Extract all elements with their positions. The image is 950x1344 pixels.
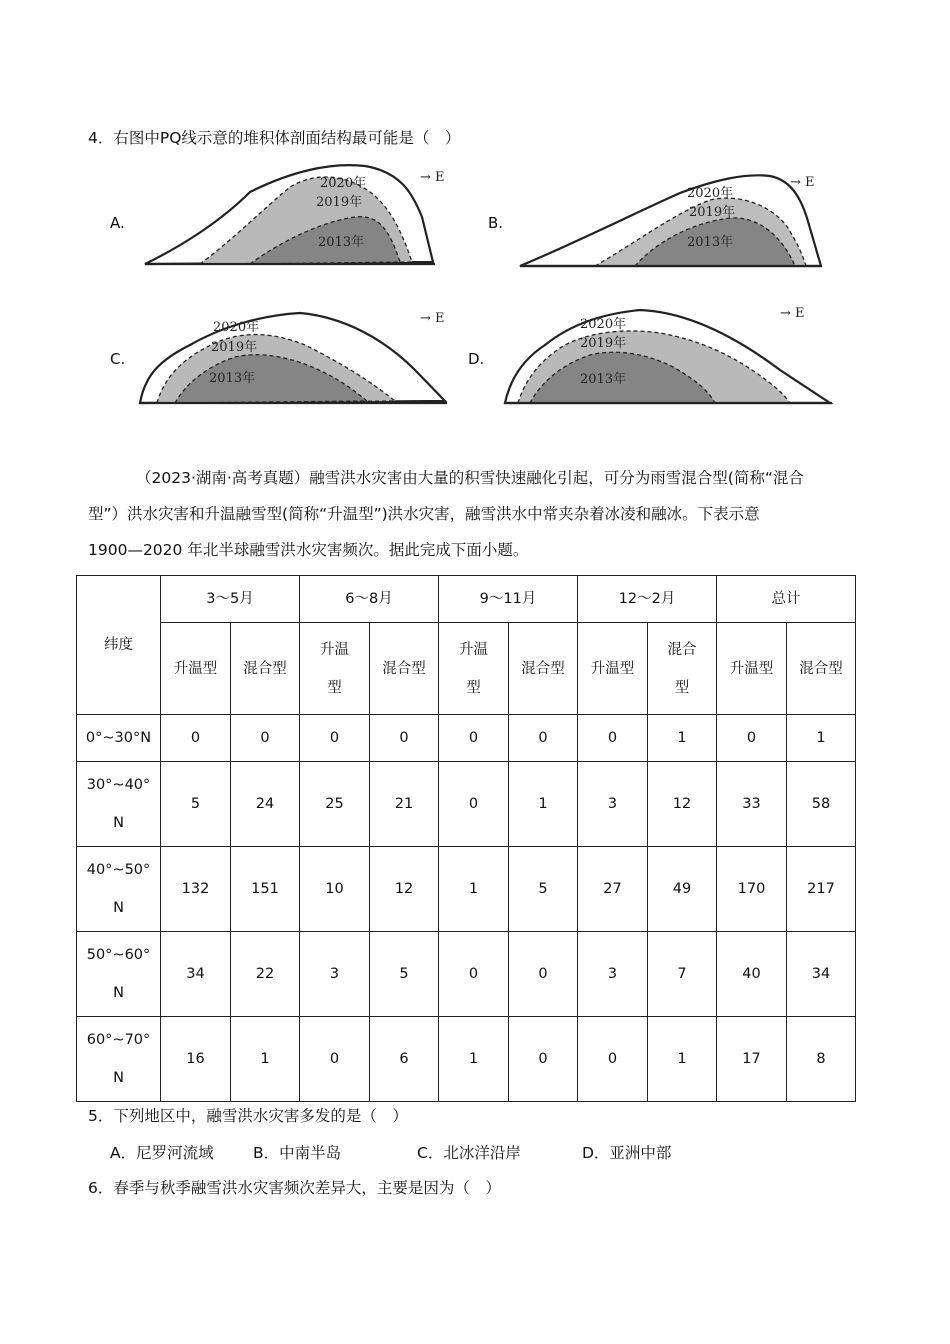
season-header: 9～11月: [439, 576, 578, 623]
value-cell: 151: [231, 847, 300, 932]
option-c-label[interactable]: C.: [110, 350, 126, 368]
value-cell: 7: [648, 932, 717, 1017]
value-cell: 16: [161, 1017, 231, 1102]
q5-option-c[interactable]: C．北冰洋沿岸: [417, 1144, 521, 1162]
value-cell: 1: [787, 715, 856, 762]
value-cell: 0: [439, 715, 509, 762]
option-c-year-2013: 2013年: [209, 371, 256, 386]
question-6-text: 6．春季与秋季融雪洪水灾害频次差异大，主要是因为（ ）: [88, 1179, 501, 1197]
lat-header: 纬度: [77, 576, 161, 715]
table-row: [77, 762, 856, 847]
season-header: 3～5月: [161, 576, 300, 623]
option-c-figure[interactable]: [135, 305, 465, 410]
value-cell: 34: [161, 932, 231, 1017]
value-cell: 0: [509, 715, 578, 762]
table-row: [77, 847, 856, 932]
value-cell: 0: [578, 1017, 648, 1102]
value-cell: 40: [717, 932, 787, 1017]
lat-cell: 50°~60° N: [77, 932, 161, 1017]
option-a-year-2020: 2020年: [320, 176, 367, 191]
value-cell: 27: [578, 847, 648, 932]
type-header: 混合型: [787, 623, 856, 715]
passage-line-1: （2023·湖南·高考真题）融雪洪水灾害由大量的积雪快速融化引起，可分为雨雪混合型(简称“混合: [136, 469, 804, 487]
value-cell: 0: [439, 932, 509, 1017]
type-header: 混合型: [370, 623, 439, 715]
value-cell: 12: [648, 762, 717, 847]
season-header: 6～8月: [300, 576, 439, 623]
flood-frequency-table: [76, 575, 856, 1102]
value-cell: 1: [439, 847, 509, 932]
type-header: 升温型: [578, 623, 648, 715]
value-cell: 25: [300, 762, 370, 847]
lat-cell: 30°~40° N: [77, 762, 161, 847]
value-cell: 22: [231, 932, 300, 1017]
type-header: 升温 型: [439, 623, 509, 715]
table-type-row: [77, 623, 856, 715]
question-4-text: 4．右图中PQ线示意的堆积体剖面结构最可能是（ ）: [88, 129, 461, 147]
value-cell: 8: [787, 1017, 856, 1102]
q5-option-d[interactable]: D．亚洲中部: [582, 1144, 672, 1162]
option-c-year-2019: 2019年: [211, 340, 258, 355]
value-cell: 24: [231, 762, 300, 847]
value-cell: 0: [717, 715, 787, 762]
passage: [88, 460, 858, 568]
option-b-year-2013: 2013年: [687, 235, 734, 250]
value-cell: 58: [787, 762, 856, 847]
option-b-year-2020: 2020年: [687, 186, 734, 201]
season-header: 12～2月: [578, 576, 717, 623]
option-c-east-arrow: → E: [420, 311, 445, 326]
type-header: 升温型: [161, 623, 231, 715]
option-d-figure[interactable]: [500, 300, 840, 410]
option-b-east-arrow: → E: [790, 175, 815, 190]
value-cell: 21: [370, 762, 439, 847]
passage-line-2: 型”）洪水灾害和升温融雪型(简称“升温型”)洪水灾害，融雪洪水中常夹杂着冰凌和融冰。下表示意: [88, 505, 760, 523]
value-cell: 1: [439, 1017, 509, 1102]
option-d-label[interactable]: D.: [468, 350, 485, 368]
type-header: 升温 型: [300, 623, 370, 715]
value-cell: 5: [370, 932, 439, 1017]
season-header: 总计: [717, 576, 856, 623]
lat-cell: 40°~50° N: [77, 847, 161, 932]
value-cell: 1: [648, 715, 717, 762]
value-cell: 0: [161, 715, 231, 762]
option-b-figure[interactable]: [515, 168, 845, 273]
question-5-text: 5．下列地区中，融雪洪水灾害多发的是（ ）: [88, 1107, 408, 1125]
value-cell: 10: [300, 847, 370, 932]
option-d-year-2019: 2019年: [580, 336, 627, 351]
value-cell: 49: [648, 847, 717, 932]
value-cell: 0: [439, 762, 509, 847]
value-cell: 0: [578, 715, 648, 762]
value-cell: 3: [300, 932, 370, 1017]
value-cell: 5: [161, 762, 231, 847]
option-a-year-2019: 2019年: [316, 195, 363, 210]
value-cell: 6: [370, 1017, 439, 1102]
option-b-label[interactable]: B.: [488, 214, 504, 232]
value-cell: 132: [161, 847, 231, 932]
value-cell: 1: [648, 1017, 717, 1102]
option-d-year-2020: 2020年: [580, 317, 627, 332]
q5-option-a[interactable]: A．尼罗河流域: [110, 1144, 214, 1162]
option-d-year-2013: 2013年: [580, 372, 627, 387]
option-a-year-2013: 2013年: [318, 235, 365, 250]
type-header: 混合型: [509, 623, 578, 715]
value-cell: 0: [300, 715, 370, 762]
option-b-year-2019: 2019年: [689, 205, 736, 220]
type-header: 升温型: [717, 623, 787, 715]
type-header: 混合 型: [648, 623, 717, 715]
value-cell: 0: [300, 1017, 370, 1102]
value-cell: 0: [370, 715, 439, 762]
lat-cell: 60°~70° N: [77, 1017, 161, 1102]
option-c-year-2020: 2020年: [213, 320, 260, 335]
value-cell: 33: [717, 762, 787, 847]
passage-line-3: 1900—2020 年北半球融雪洪水灾害频次。据此完成下面小题。: [88, 541, 529, 559]
value-cell: 1: [509, 762, 578, 847]
table-row: [77, 715, 856, 762]
value-cell: 34: [787, 932, 856, 1017]
value-cell: 17: [717, 1017, 787, 1102]
table-row: [77, 932, 856, 1017]
option-a-label[interactable]: A.: [110, 214, 125, 232]
value-cell: 12: [370, 847, 439, 932]
q5-option-b[interactable]: B．中南半岛: [253, 1144, 342, 1162]
table-header-row: [77, 576, 856, 623]
value-cell: 3: [578, 932, 648, 1017]
table-row: [77, 1017, 856, 1102]
option-a-figure[interactable]: [140, 162, 470, 272]
value-cell: 0: [509, 1017, 578, 1102]
value-cell: 0: [231, 715, 300, 762]
type-header: 混合型: [231, 623, 300, 715]
value-cell: 3: [578, 762, 648, 847]
value-cell: 0: [509, 932, 578, 1017]
value-cell: 5: [509, 847, 578, 932]
lat-cell: 0°~30°N: [77, 715, 161, 762]
option-d-east-arrow: → E: [780, 306, 805, 321]
value-cell: 1: [231, 1017, 300, 1102]
value-cell: 170: [717, 847, 787, 932]
option-a-east-arrow: → E: [420, 170, 445, 185]
value-cell: 217: [787, 847, 856, 932]
